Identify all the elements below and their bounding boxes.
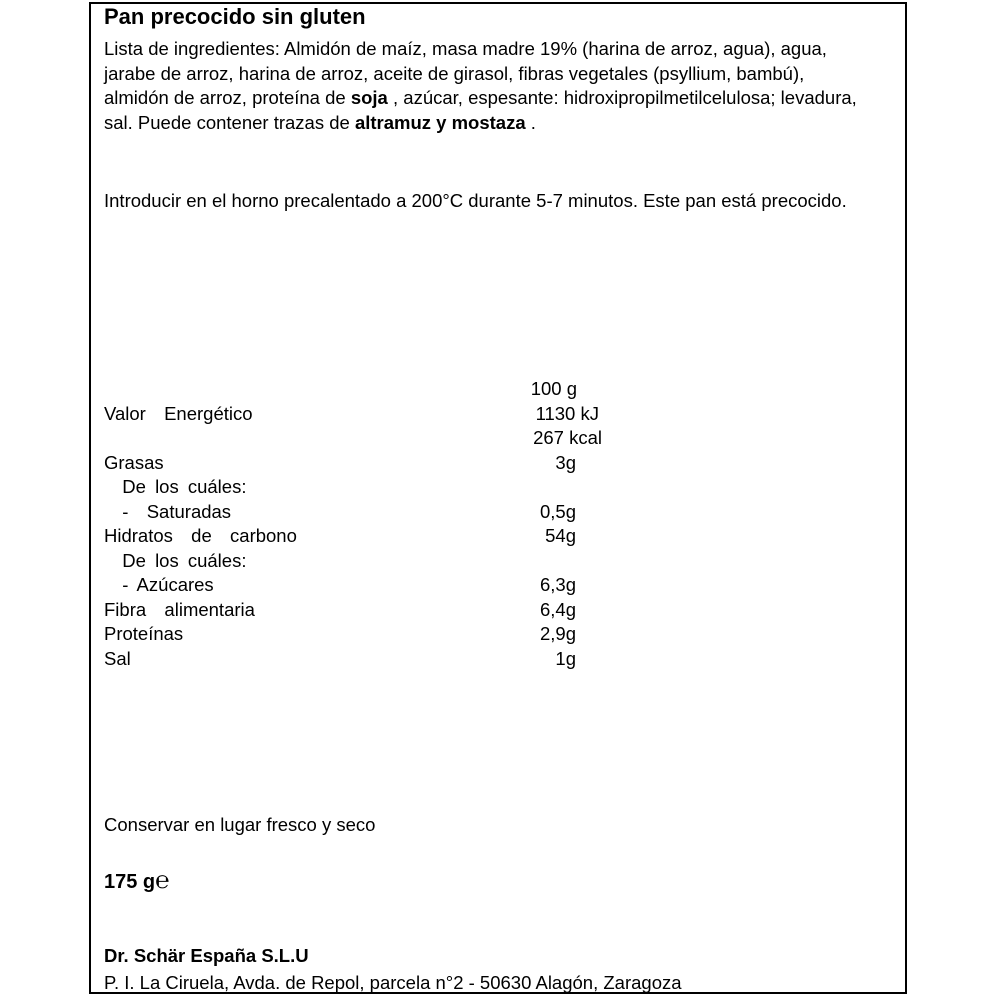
- nutrition-column-header: 100 g: [530, 378, 577, 399]
- table-row: [104, 500, 624, 525]
- nutrient-label: - Saturadas: [104, 500, 232, 522]
- table-row: [104, 426, 624, 451]
- estimated-sign-icon: ℮: [155, 867, 170, 894]
- nutrient-label: Proteínas: [104, 623, 184, 644]
- table-row: [104, 573, 624, 598]
- nutrient-label: Hidratos de carbono: [104, 525, 297, 546]
- nutrition-header-row: [104, 377, 624, 402]
- product-title: Pan precocido sin gluten: [104, 4, 366, 29]
- table-row: [104, 622, 624, 647]
- table-row: [104, 647, 624, 672]
- nutrient-value: 1g: [555, 647, 576, 669]
- nutrient-label: Fibra alimentaria: [104, 598, 255, 620]
- nutrient-value: 0,5g: [539, 500, 576, 522]
- allergen-traces: altramuz y mostaza: [354, 111, 526, 133]
- nutrient-label: De los cuáles:: [104, 549, 247, 571]
- nutrition-table: [104, 377, 624, 671]
- nutrient-label: Sal: [104, 647, 131, 669]
- nutrient-value: 2,9g: [539, 623, 576, 644]
- table-row: [104, 475, 624, 500]
- nutrient-value: 267 kcal: [533, 427, 602, 448]
- net-weight-value: 175 g: [104, 871, 156, 893]
- table-row: [104, 598, 624, 623]
- storage-instructions: Conservar en lugar fresco y seco: [104, 814, 376, 835]
- nutrient-label: - Azúcares: [104, 574, 214, 595]
- table-row: [104, 549, 624, 574]
- table-row: [104, 402, 624, 427]
- nutrient-value: 3g: [555, 451, 576, 473]
- nutrient-value: 54g: [545, 525, 576, 546]
- nutrient-label: De los cuáles:: [104, 476, 247, 497]
- company-address: P. I. La Ciruela, Avda. de Repol, parcela n°2 - 50630 Alagón, Zaragoza: [104, 972, 682, 993]
- nutrient-label: Grasas: [104, 451, 164, 473]
- allergen-soja: soja: [350, 87, 388, 108]
- table-row: [104, 524, 624, 549]
- ingredients-text-middle: , azúcar, espesante: hidroxipropilmetilcelulosa; levadura, sal. Puede contener trazas de: [104, 87, 857, 133]
- company-name: Dr. Schär España S.L.U: [104, 945, 309, 966]
- ingredients-text: Lista de ingredientes: Almidón de maíz, masa madre 19% (harina de arroz, agua), agua, jarabe de arroz, harina de arroz, aceite de girasol, fibras vegetales (psyllium, bambú), almidón de arroz, proteína de: [104, 38, 827, 108]
- ingredients-text-end: .: [525, 111, 536, 133]
- preparation-instructions: Introducir en el horno precalentado a 200°C durante 5-7 minutos. Este pan está precocido.: [104, 190, 847, 211]
- nutrient-label: Valor Energético: [104, 402, 253, 424]
- nutrient-value: 6,3g: [539, 574, 576, 595]
- nutrient-value: 6,4g: [539, 598, 576, 620]
- net-weight: [104, 866, 170, 897]
- table-row: [104, 451, 624, 476]
- nutrient-value: 1130 kJ: [535, 402, 599, 424]
- ingredients-list: [104, 37, 874, 135]
